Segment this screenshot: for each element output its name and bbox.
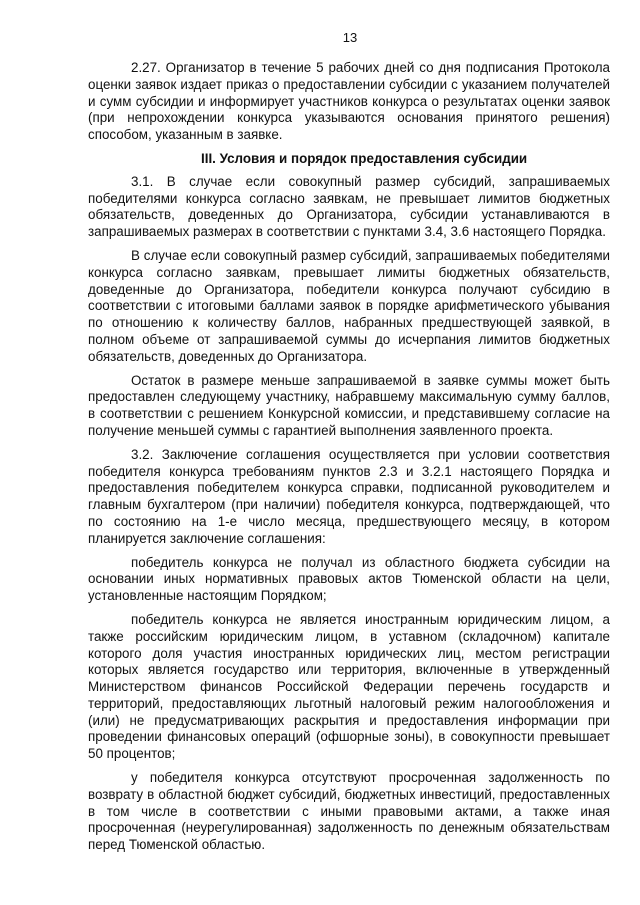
page-number: 13 xyxy=(342,30,358,45)
paragraph-3-1: 3.1. В случае если совокупный размер субсидий, запрашиваемых победителями конкурса согласно заявкам, не превышает лимитов бюджетных обязательств, доведенных до Организатора, субсидии устанавливаются в запрашиваемых размерах в соответствии с пунктами 3.4, 3.6 настоящего Порядка. xyxy=(88,173,610,240)
paragraph-condition-no-debt: у победителя конкурса отсутствуют просроченная задолженность по возврату в областной бюджет субсидий, бюджетных инвестиций, предоставленных в том числе в соответствии с иными правовыми актами, а также иная просроченная (неурегулированная) задолженность по денежным обязательствам перед Тюменской областью. xyxy=(88,770,610,853)
document-page xyxy=(88,30,610,861)
paragraph-remainder: Остаток в размере меньше запрашиваемой в заявке суммы может быть предоставлен следующему участнику, набравшему максимальную сумму баллов, в соответствии с решением Конкурсной комиссии, и представившему согласие на получение меньшей суммы с гарантией выполнения заявленного проекта. xyxy=(88,372,610,438)
section-heading: III. Условия и порядок предоставления субсидии xyxy=(201,150,528,166)
paragraph-condition-no-other-subsidy: победитель конкурса не получал из областного бюджета субсидии на основании иных нормативных правовых актов Тюменской области на цели, установленные настоящим Порядком; xyxy=(88,554,610,604)
paragraph-2-27: 2.27. Организатор в течение 5 рабочих дней со дня подписания Протокола оценки заявок издает приказ о предоставлении субсидии с указанием получателей и сумм субсидии и информирует участников конкурса о результатах оценки заявок (при непрохождении конкурса указываются основания принятого решения) способом, указанным в заявке. xyxy=(88,60,610,143)
paragraph-limits-exceeded: В случае если совокупный размер субсидий, запрашиваемых победителями конкурса согласно заявкам, превышает лимиты бюджетных обязательств, доведенные до Организатора, победители конкурса получают субсидию в соответствии с итоговыми баллами заявок в порядке арифметического убывания по отношению к количеству баллов, набранных предшествующей заявкой, в полном объеме от запрашиваемой суммы до исчерпания лимитов бюджетных обязательств, доведенных до Организатора. xyxy=(88,247,610,364)
paragraph-condition-not-foreign: победитель конкурса не является иностранным юридическим лицом, а также российским юридическим лицом, в уставном (складочном) капитале которого доля участия иностранных юридических лиц, местом регистрации которых является государство или территория, включенные в утвержденный Министерством финансов Российской Федерации перечень государств и территорий, предоставляющих льготный налоговый режим налогообложения и (или) не предусматривающих раскрытия и предоставления информации при проведении финансовых операций (офшорные зоны), в совокупности превышает 50 процентов; xyxy=(88,611,610,762)
paragraph-3-2: 3.2. Заключение соглашения осуществляется при условии соответствия победителя конкурса требованиям пунктов 2.3 и 3.2.1 настоящего Порядка и предоставления победителем конкурса справки, подписанной руководителем и главным бухгалтером (при наличии) победителя конкурса, подтверждающей, что по состоянию на 1-е число месяца, предшествующего месяцу, в котором планируется заключение соглашения: xyxy=(88,446,610,546)
